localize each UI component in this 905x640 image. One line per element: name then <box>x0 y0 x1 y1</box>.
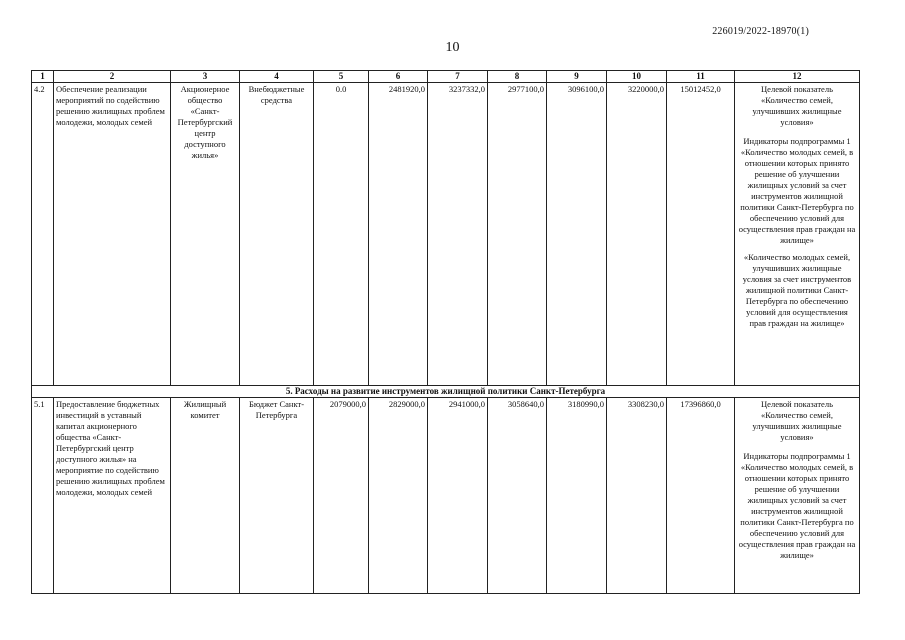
col-header-7: 7 <box>428 71 488 83</box>
funding-source: Бюджет Санкт-Петербурга <box>240 398 314 594</box>
document-number: 226019/2022-18970(1) <box>712 26 809 37</box>
col-header-4: 4 <box>240 71 314 83</box>
value-col10: 3308230,0 <box>607 398 667 594</box>
value-col5: 2079000,0 <box>314 398 369 594</box>
col-header-9: 9 <box>547 71 607 83</box>
indicators-cell <box>735 398 860 594</box>
value-col7: 3237332,0 <box>428 83 488 386</box>
activity-name: Предоставление бюджетных инвестиций в уставный капитал акционерного общества «Санкт-Петербургский центр доступного жилья» на мероприятие по содействию решению жилищных проблем молодежи, молодых семей <box>54 398 171 594</box>
row-number: 5.1 <box>32 398 54 594</box>
section-header-row <box>32 386 860 398</box>
subprogram-indicators: Индикаторы подпрограммы 1 «Количество молодых семей, в отношении которых принято решение об улучшении жилищных условий за счет инструментов жилищной политики Санкт-Петербурга по обеспечению условий для осуществления прав граждан на жилище» <box>738 136 856 245</box>
activity-name: Обеспечение реализации мероприятий по содействию решению жилищных проблем молодежи, молодых семей <box>54 83 171 386</box>
value-col10: 3220000,0 <box>607 83 667 386</box>
indicators-cell <box>735 83 860 386</box>
col-header-1: 1 <box>32 71 54 83</box>
value-col11: 17396860,0 <box>667 398 735 594</box>
col-header-12: 12 <box>735 71 860 83</box>
col-header-6: 6 <box>369 71 428 83</box>
table-row <box>32 83 860 386</box>
col-header-11: 11 <box>667 71 735 83</box>
subprogram-indicators: Индикаторы подпрограммы 1 «Количество молодых семей, в отношении которых принято решение об улучшении жилищных условий за счет инструментов жилищной политики Санкт-Петербурга по обеспечению условий для осуществления прав граждан на жилище» <box>738 451 856 560</box>
value-col9: 3180990,0 <box>547 398 607 594</box>
target-indicator: Целевой показатель «Количество семей, улучшивших жилищные условия» <box>752 399 842 442</box>
value-col8: 2977100,0 <box>488 83 547 386</box>
col-header-2: 2 <box>54 71 171 83</box>
additional-indicator: «Количество молодых семей, улучшивших жилищные условия за счет инструментов жилищной политики Санкт-Петербурга по обеспечению условий для осуществления прав граждан на жилище» <box>742 252 852 328</box>
value-col6: 2829000,0 <box>369 398 428 594</box>
table-row <box>32 398 860 594</box>
program-table <box>31 70 860 594</box>
col-header-5: 5 <box>314 71 369 83</box>
executor: Акционерное общество «Санкт-Петербургский центр доступного жилья» <box>171 83 240 386</box>
target-indicator: Целевой показатель «Количество семей, улучшивших жилищные условия» <box>752 84 842 127</box>
col-header-8: 8 <box>488 71 547 83</box>
row-number: 4.2 <box>32 83 54 386</box>
value-col9: 3096100,0 <box>547 83 607 386</box>
value-col6: 2481920,0 <box>369 83 428 386</box>
column-number-row <box>32 71 860 83</box>
value-col11: 15012452,0 <box>667 83 735 386</box>
executor: Жилищный комитет <box>171 398 240 594</box>
funding-source: Внебюджетные средства <box>240 83 314 386</box>
value-col5: 0.0 <box>314 83 369 386</box>
value-col8: 3058640,0 <box>488 398 547 594</box>
value-col7: 2941000,0 <box>428 398 488 594</box>
col-header-3: 3 <box>171 71 240 83</box>
col-header-10: 10 <box>607 71 667 83</box>
page-number: 10 <box>445 40 460 55</box>
section-title: 5. Расходы на развитие инструментов жилищной политики Санкт-Петербурга <box>32 386 860 398</box>
